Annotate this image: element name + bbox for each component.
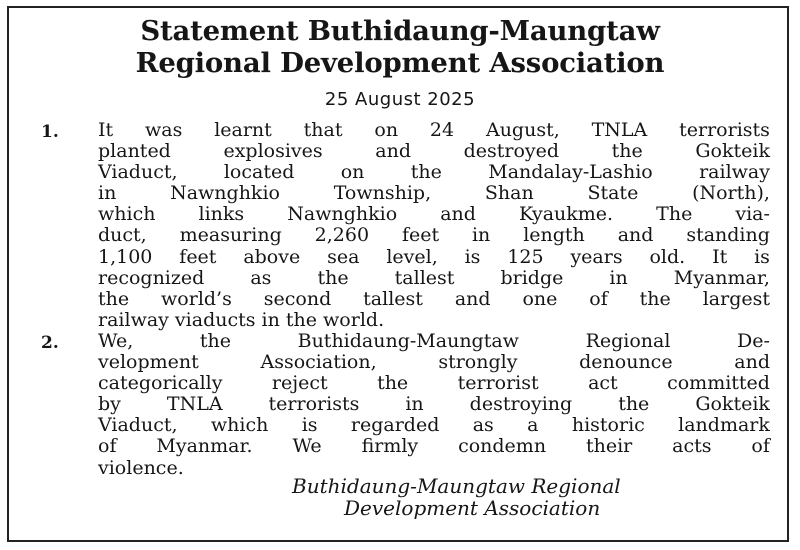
word: the — [410, 161, 442, 184]
word: acts — [672, 435, 712, 458]
paragraph-line — [98, 436, 770, 457]
paragraph-line: violence. — [98, 456, 184, 479]
word: 125 — [507, 245, 544, 268]
statement-title-line2: Regional Development Association — [135, 47, 665, 79]
word: Mandalay-Lashio — [488, 161, 653, 184]
word: that — [303, 119, 343, 141]
word: feet — [401, 224, 440, 247]
word: explosives — [223, 140, 323, 163]
word: length — [523, 224, 585, 247]
paragraph-line — [98, 162, 770, 183]
word: Shan — [484, 182, 534, 205]
word: Nawnghkio — [170, 182, 280, 205]
word: the — [618, 393, 650, 416]
statement-title-line1: Statement Buthidaung-Maungtaw — [140, 15, 660, 47]
word: a — [527, 414, 539, 437]
word: largest — [702, 287, 770, 310]
word: level, — [386, 245, 438, 268]
word: as — [472, 414, 494, 437]
word: Nawnghkio — [287, 203, 398, 226]
word: De- — [737, 330, 770, 352]
word: Township, — [333, 182, 432, 205]
word: duct, — [98, 224, 147, 247]
word: firmly — [361, 435, 419, 458]
word: velopment — [98, 351, 199, 374]
word: and — [734, 351, 770, 374]
word: condemn — [458, 435, 547, 458]
word: destroying — [469, 393, 573, 416]
paragraph-1 — [98, 120, 770, 331]
word: on — [374, 119, 399, 141]
word: categorically — [98, 372, 223, 395]
word: Kyaukme. — [519, 203, 614, 226]
word: and — [454, 287, 491, 310]
word: is — [301, 414, 318, 437]
word: August, — [485, 119, 560, 141]
word: committed — [667, 372, 770, 395]
signature-line2: Development Association — [344, 496, 601, 520]
word: measuring — [179, 224, 282, 247]
word: strongly — [438, 351, 518, 374]
word: Myanmar, — [673, 266, 770, 289]
word: in — [471, 224, 491, 247]
word: feet — [179, 245, 217, 268]
signature-line1: Buthidaung-Maungtaw Regional — [292, 474, 621, 498]
word: Viaduct, — [98, 161, 178, 184]
word: in — [405, 393, 424, 416]
word: Myanmar. — [156, 435, 253, 458]
word: second — [263, 287, 332, 310]
word: We — [292, 435, 322, 458]
word: and — [440, 203, 476, 226]
word: bridge — [500, 266, 564, 289]
paragraph-line — [98, 352, 770, 373]
paragraph-number: 1. — [41, 122, 59, 142]
word: denounce — [579, 351, 673, 374]
word: It — [712, 245, 728, 268]
paragraph-line — [98, 331, 770, 352]
paragraph-line — [98, 373, 770, 394]
word: landmark — [678, 414, 770, 437]
word: and — [375, 140, 411, 163]
word: one — [522, 287, 558, 310]
statement-date: 25 August 2025 — [324, 89, 476, 110]
paragraph-line — [98, 289, 770, 310]
word: reject — [271, 372, 328, 395]
word: TNLA — [591, 119, 648, 141]
paragraph-line — [98, 394, 770, 415]
word: Regional — [585, 330, 671, 352]
word: located — [223, 161, 295, 184]
word: terrorists — [679, 119, 770, 141]
paragraph-line: railway viaducts in the world. — [98, 308, 385, 331]
word: as — [250, 266, 272, 289]
word: in — [98, 182, 117, 205]
word: tallest — [394, 266, 455, 289]
word: of — [751, 435, 770, 458]
word: links — [198, 203, 245, 226]
word: by — [98, 393, 121, 416]
paragraph-line — [98, 247, 770, 268]
word: act — [588, 372, 618, 395]
word: the — [639, 287, 671, 310]
word: Gokteik — [695, 140, 770, 163]
word: the — [611, 140, 643, 163]
paragraph-line — [98, 120, 770, 141]
word: terrorist — [457, 372, 539, 395]
paragraph-2 — [98, 331, 770, 479]
word: State — [587, 182, 639, 205]
word: Buthidaung-Maungtaw — [297, 330, 519, 352]
word: standing — [686, 224, 770, 247]
word: above — [243, 245, 301, 268]
word: (North), — [692, 182, 770, 205]
word: was — [145, 119, 183, 141]
word: the — [317, 266, 349, 289]
word: world’s — [161, 287, 232, 310]
word: 2,260 — [314, 224, 370, 247]
word: recognized — [98, 266, 205, 289]
word: learnt — [214, 119, 272, 141]
paragraph-line — [98, 415, 770, 436]
word: is — [464, 245, 481, 268]
word: destroyed — [463, 140, 560, 163]
word: their — [585, 435, 633, 458]
paragraph-line — [98, 183, 770, 204]
word: the — [377, 372, 409, 395]
word: railway — [699, 161, 770, 184]
word: old. — [649, 245, 686, 268]
word: historic — [571, 414, 645, 437]
word: terrorists — [268, 393, 360, 416]
paragraph-line — [98, 268, 770, 289]
word: which — [98, 203, 156, 226]
word: Association, — [260, 351, 377, 374]
paragraph-line — [98, 225, 770, 246]
word: the — [98, 287, 130, 310]
paragraph-line — [98, 204, 770, 225]
paragraph-line — [98, 141, 770, 162]
word: and — [617, 224, 654, 247]
word: TNLA — [166, 393, 223, 416]
word: 24 — [429, 119, 455, 141]
word: years — [570, 245, 623, 268]
word: of — [589, 287, 608, 310]
word: sea — [327, 245, 360, 268]
word: on — [340, 161, 365, 184]
word: in — [609, 266, 628, 289]
word: which — [210, 414, 269, 437]
word: Viaduct, — [98, 414, 178, 437]
word: of — [98, 435, 117, 458]
paragraph-number: 2. — [41, 333, 59, 353]
word: tallest — [363, 287, 423, 310]
word: We, — [98, 330, 134, 352]
word: planted — [98, 140, 171, 163]
word: the — [199, 330, 231, 352]
word: regarded — [350, 414, 440, 437]
word: Gokteik — [695, 393, 770, 416]
word: via- — [735, 203, 770, 226]
word: 1,100 — [98, 245, 153, 268]
word: is — [754, 245, 770, 268]
word: It — [98, 119, 114, 141]
word: The — [656, 203, 693, 226]
